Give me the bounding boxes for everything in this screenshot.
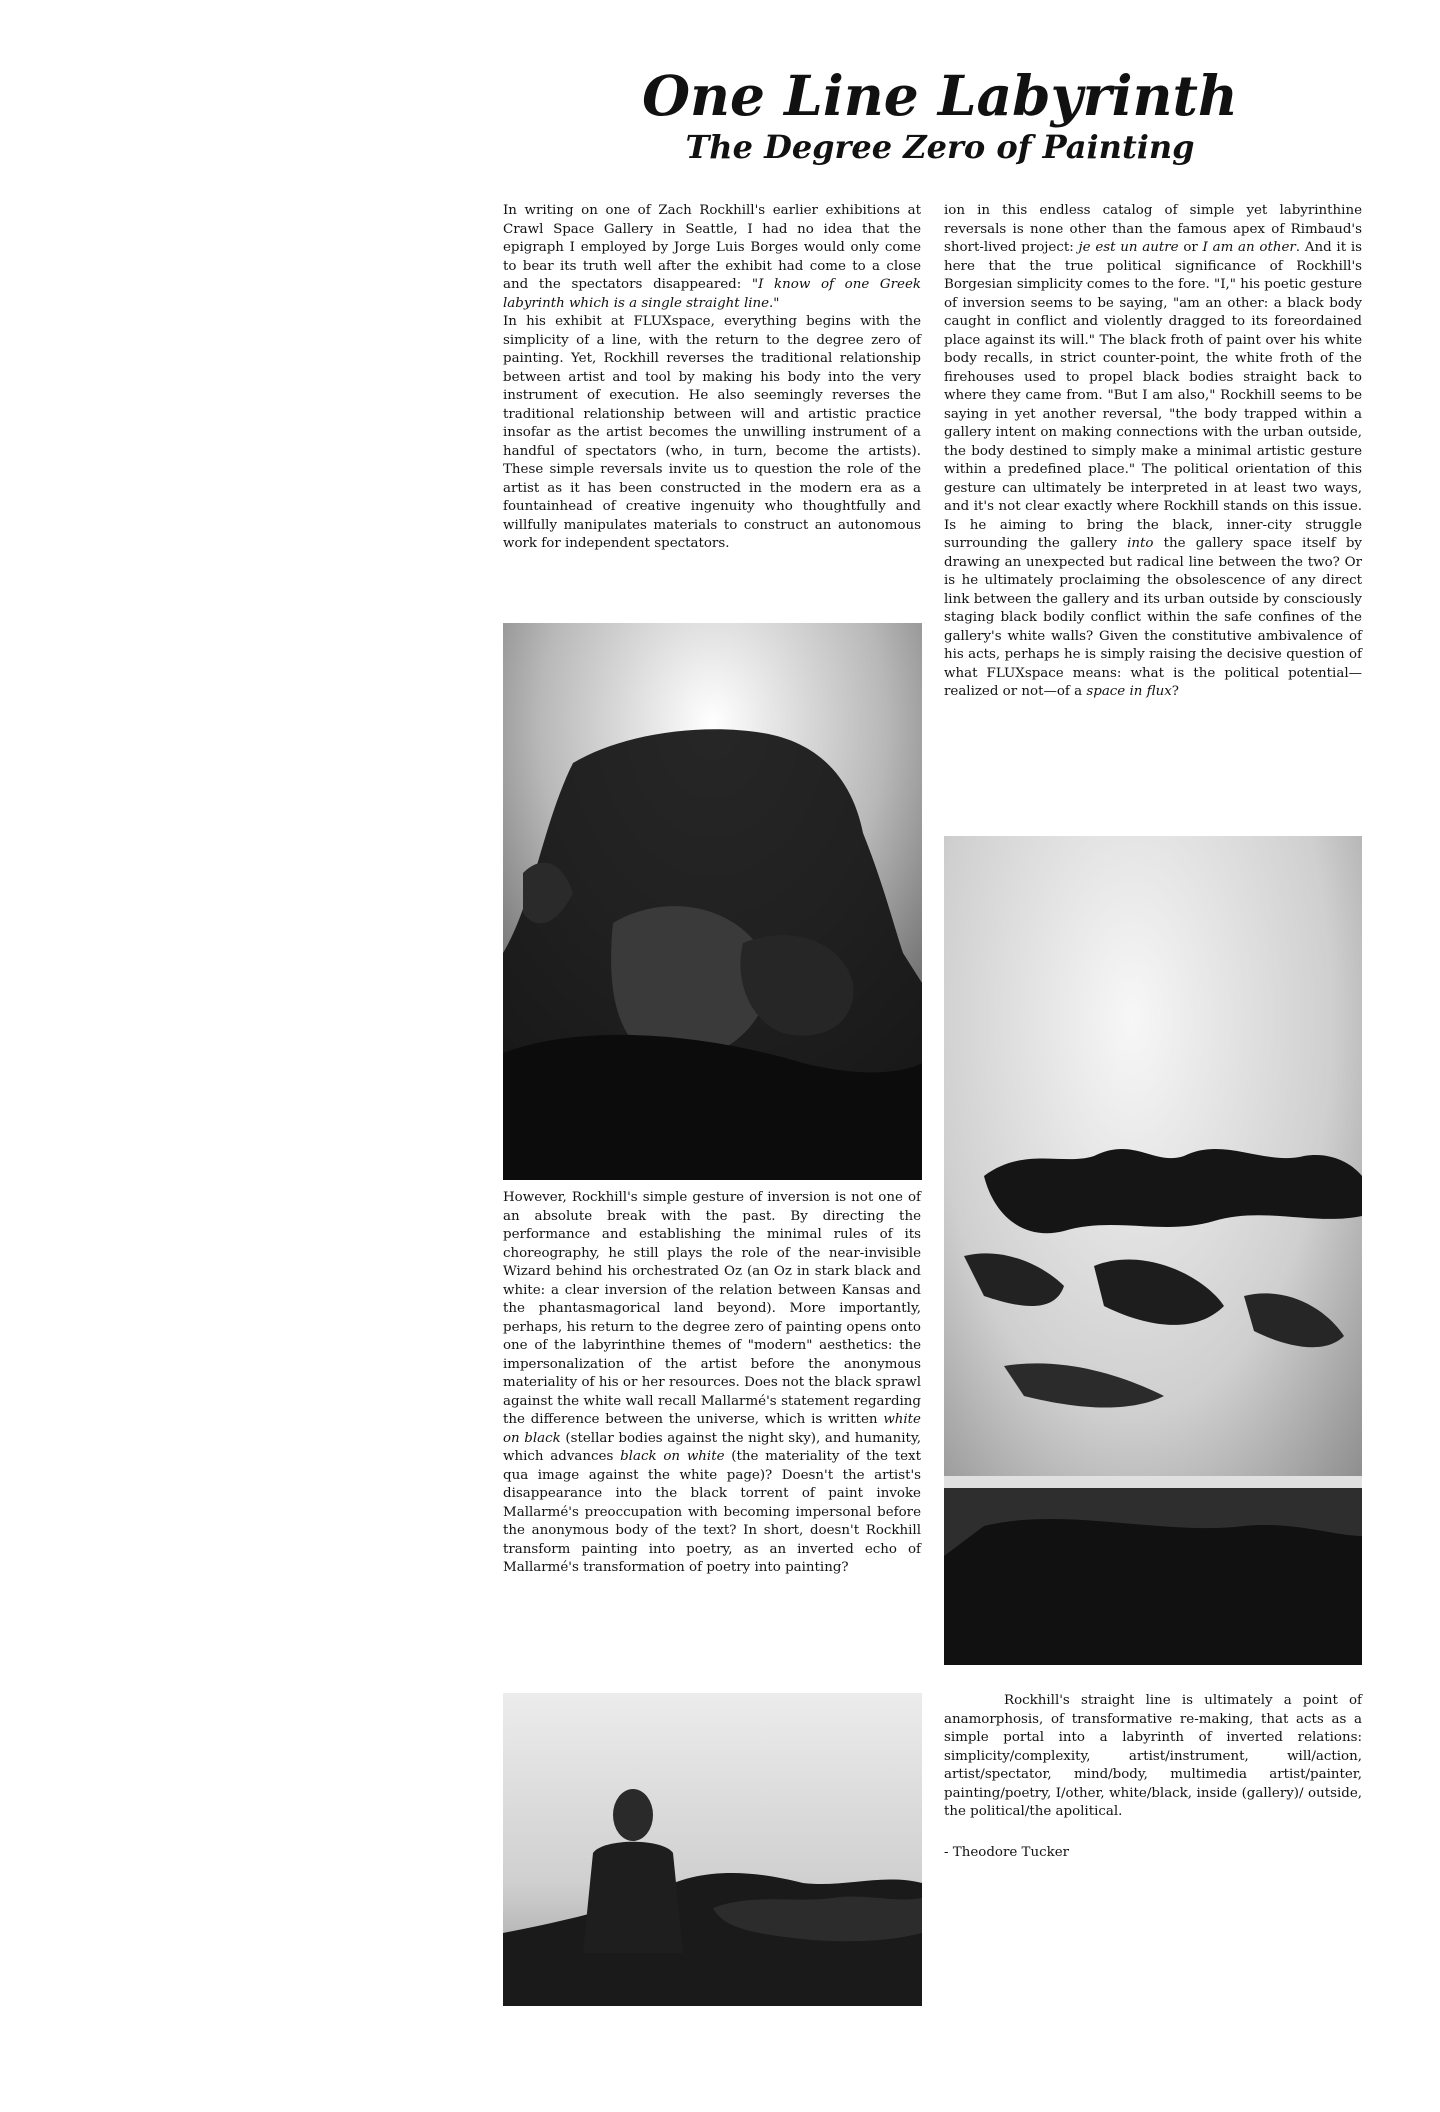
author-signature: - Theodore Tucker — [944, 1844, 1070, 1860]
photo-painting-2 — [944, 836, 1362, 1665]
emphasis-black-on-white: black on white — [620, 1449, 725, 1464]
col1-text-bottom — [503, 1189, 921, 1578]
emphasis-je-est-un-autre: je est un autre — [1078, 240, 1179, 255]
paragraph-inversion — [503, 1189, 921, 1578]
rimbaud-text-4: the gallery space itself by drawing an unexpected but radical line between the two? Or is he ultimately proclaiming the obsolescence of any direct link between the gallery and its urban outside by consciously staging black bodily conflict within the safe confines of the gallery's white walls? Given the constitutive ambivalence of his acts, perhaps he is simply raising the decisive question of what FLUXspace means: what is the political potential—realized or not—of a — [944, 536, 1362, 699]
rimbaud-text-3: . And it is here that the true political significance of Rockhill's Borgesian simplicity comes to the fore. "I," his poetic gesture of inversion seems to be saying, "am an other: a black body caught in conflict and violently dragged to its foreordained place against its will." The black froth of paint over his white body recalls, in strict counter-point, the white froth of the firehouses used to propel black bodies straight back to where they came from. "But I am also," Rockhill seems to be saying in yet another reversal, "the body trapped within a gallery intent on making connections with the urban outside, the body destined to simply make a minimal artistic gesture within a predefined place." The political orientation of this gesture can ultimately be interpreted in at least two ways, and it's not clear exactly where Rockhill stands on this issue. Is he aiming to bring the black, inner-city struggle surrounding the gallery — [944, 240, 1362, 551]
inversion-text-2: (stellar bodies against the night sky), and humanity, which advances — [503, 1430, 921, 1464]
article-subtitle: The Degree Zero of Painting — [685, 128, 1195, 166]
inversion-text-1: However, Rockhill's simple gesture of inversion is not one of an absolute break with the past. By directing the performance and establishing the minimal rules of its choreography, he still plays the role of the near-invisible Wizard behind his orchestrated Oz (an Oz in stark black and white: a clear inversion of the relation between Kansas and the phantasmagorical land beyond). More importantly, perhaps, his return to the degree zero of painting opens onto one of the labyrinthine themes of "modern" aesthetics: the impersonalization of the artist before the anonymous materiality of his or her resources. Does not the black sprawl against the white wall recall Mallarmé's statement regarding the difference between the universe, which is written — [503, 1190, 921, 1427]
paragraph-rimbaud — [944, 202, 1362, 702]
col1-text-top — [503, 202, 921, 554]
borges-quote: "I know of one Greek labyrinth which is a single straight line." — [503, 277, 921, 311]
photo-artist-portrait — [503, 1693, 922, 2006]
paragraph-intro — [503, 202, 921, 313]
paragraph-anamorphosis: Rockhill's straight line is ultimately a point of anamorphosis, of transformative re-making, that acts as a simple portal into a labyrinth of inverted relations: simplicity/complexity, artist/instrument, will/action, artist/spectator, mind/body, multimedia artist/painter, painting/poetry, I/other, white/black, inside (gallery)/ outside, the political/the apolitical. — [944, 1693, 1362, 1819]
paragraph-fluxspace: In his exhibit at FLUXspace, everything begins with the simplicity of a line, with the return to the degree zero of painting. Yet, Rockhill reverses the traditional relationship between artist and tool by making his body into the very instrument of execution. He also seemingly reverses the traditional relationship between will and artistic practice insofar as the artist becomes the unwilling instrument of a handful of spectators (who, in turn, become the artists). These simple reversals invite us to question the role of the artist as it has been constructed in the modern era as a fountainhead of creative ingenuity who thoughtfully and willfully manipulates materials to construct an autonomous work for independent spectators. — [503, 314, 921, 551]
photo-painting-1 — [503, 623, 922, 1180]
article-title: One Line Labyrinth — [642, 63, 1238, 128]
emphasis-i-am-an-other: I am an other — [1202, 240, 1296, 255]
emphasis-white-on-black: white on black — [503, 1412, 921, 1446]
intro-text: In writing on one of Zach Rockhill's earlier exhibitions at Crawl Space Gallery in Seattle, I had no idea that the epigraph I employed by Jorge Luis Borges would only come to bear its truth well after the exhibit had come to a close and the spectators disappeared: — [503, 203, 921, 292]
emphasis-into: into — [1127, 536, 1154, 551]
col2-text-bottom — [944, 1692, 1362, 1862]
rimbaud-text-2: or — [1178, 240, 1203, 255]
rimbaud-text-1: ion in this endless catalog of simple yet labyrinthine reversals is none other than the famous apex of Rimbaud's short-lived project: — [944, 203, 1362, 255]
rimbaud-text-5: ? — [1171, 684, 1179, 699]
inversion-text-3: (the materiality of the text qua image against the white page)? Doesn't the artist's disappearance into the black torrent of paint invoke Mallarmé's preoccupation with becoming impersonal before the anonymous body of the text? In short, doesn't Rockhill transform painting into poetry, as an inverted echo of Mallarmé's transformation of poetry into painting? — [503, 1449, 921, 1575]
emphasis-space-in-flux: space in flux — [1086, 684, 1172, 699]
col2-text-top — [944, 202, 1362, 702]
